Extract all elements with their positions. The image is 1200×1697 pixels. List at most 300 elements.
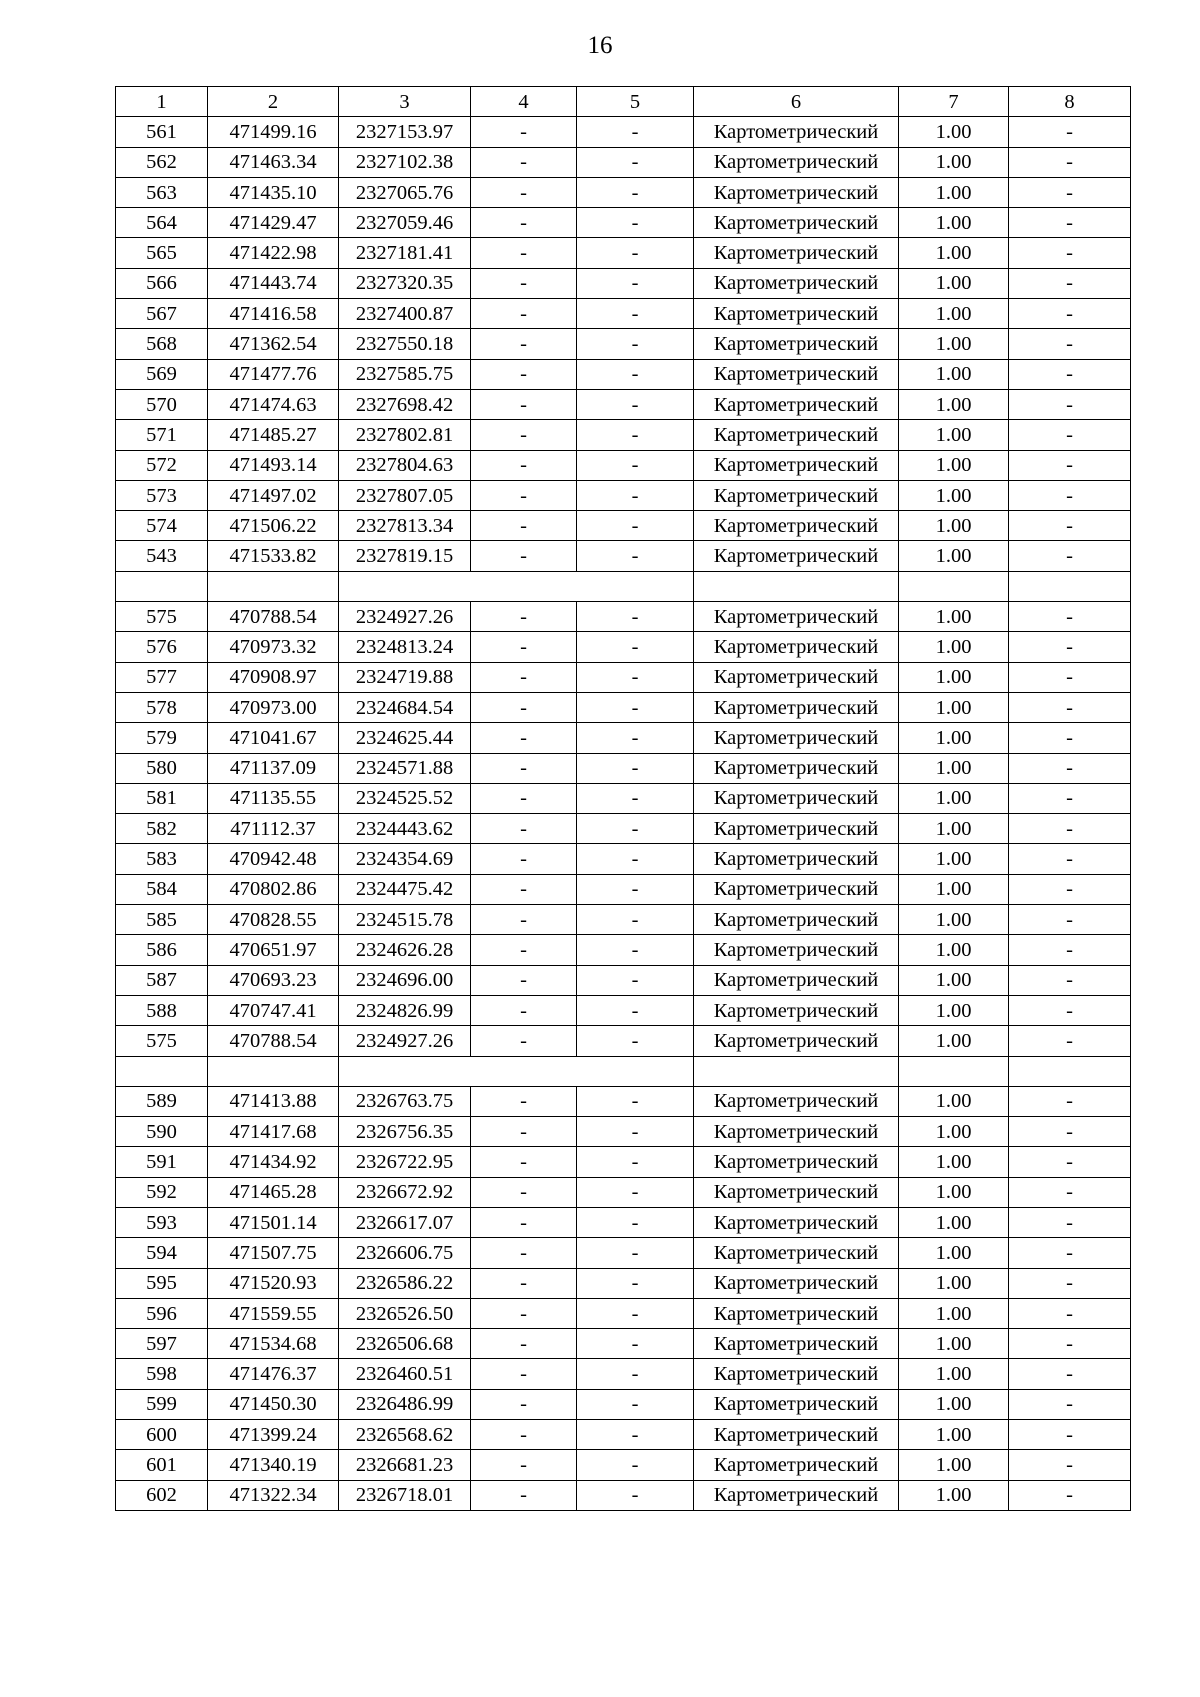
y-coordinate-cell: 2324625.44 [339, 723, 471, 753]
accuracy-cell: 1.00 [899, 1268, 1009, 1298]
column-5-cell: - [577, 1117, 694, 1147]
point-number-cell: 574 [116, 511, 208, 541]
point-number-cell: 601 [116, 1450, 208, 1480]
column-5-cell: - [577, 1268, 694, 1298]
x-coordinate-cell: 471465.28 [208, 1177, 339, 1207]
method-cell: Картометрический [694, 965, 899, 995]
point-number-cell: 598 [116, 1359, 208, 1389]
column-8-cell: - [1009, 844, 1131, 874]
method-cell: Картометрический [694, 1389, 899, 1419]
column-8-cell: - [1009, 1147, 1131, 1177]
point-number-cell: 600 [116, 1420, 208, 1450]
method-cell: Картометрический [694, 692, 899, 722]
column-8-cell: - [1009, 1268, 1131, 1298]
method-cell: Картометрический [694, 1238, 899, 1268]
y-coordinate-cell: 2326718.01 [339, 1480, 471, 1510]
table-row [116, 1329, 1131, 1359]
column-5-cell: - [577, 177, 694, 207]
column-8-cell: - [1009, 238, 1131, 268]
column-5-cell: - [577, 208, 694, 238]
column-4-cell: - [471, 1026, 577, 1056]
column-8-cell: - [1009, 1359, 1131, 1389]
column-8-cell: - [1009, 329, 1131, 359]
column-4-cell: - [471, 359, 577, 389]
y-coordinate-cell: 2326568.62 [339, 1420, 471, 1450]
column-4-cell: - [471, 1389, 577, 1419]
point-number-cell: 582 [116, 814, 208, 844]
y-coordinate-cell: 2326506.68 [339, 1329, 471, 1359]
column-4-cell: - [471, 1450, 577, 1480]
column-5-cell: - [577, 450, 694, 480]
table-row [116, 1298, 1131, 1328]
point-number-cell: 585 [116, 905, 208, 935]
method-cell: Картометрический [694, 874, 899, 904]
point-number-cell: 565 [116, 238, 208, 268]
y-coordinate-cell: 2327804.63 [339, 450, 471, 480]
point-number-cell: 576 [116, 632, 208, 662]
table-row [116, 692, 1131, 722]
column-5-cell: - [577, 1238, 694, 1268]
column-8-cell: - [1009, 692, 1131, 722]
column-5-cell: - [577, 1420, 694, 1450]
column-8-cell: - [1009, 783, 1131, 813]
column-5-cell: - [577, 117, 694, 147]
column-8-cell: - [1009, 1117, 1131, 1147]
column-8-cell: - [1009, 1177, 1131, 1207]
accuracy-cell: 1.00 [899, 511, 1009, 541]
column-8-cell: - [1009, 1389, 1131, 1419]
method-cell: Картометрический [694, 753, 899, 783]
empty-cell [208, 571, 339, 601]
method-cell: Картометрический [694, 1359, 899, 1389]
method-cell: Картометрический [694, 450, 899, 480]
x-coordinate-cell: 471533.82 [208, 541, 339, 571]
column-4-cell: - [471, 814, 577, 844]
point-number-cell: 571 [116, 420, 208, 450]
column-4-cell: - [471, 541, 577, 571]
method-cell: Картометрический [694, 268, 899, 298]
point-number-cell: 580 [116, 753, 208, 783]
method-cell: Картометрический [694, 723, 899, 753]
accuracy-cell: 1.00 [899, 268, 1009, 298]
x-coordinate-cell: 470802.86 [208, 874, 339, 904]
column-4-cell: - [471, 692, 577, 722]
point-number-cell: 578 [116, 692, 208, 722]
column-8-cell: - [1009, 420, 1131, 450]
column-8-cell: - [1009, 602, 1131, 632]
column-5-cell: - [577, 692, 694, 722]
column-5-cell: - [577, 783, 694, 813]
empty-cell [116, 1056, 208, 1086]
accuracy-cell: 1.00 [899, 359, 1009, 389]
x-coordinate-cell: 471399.24 [208, 1420, 339, 1450]
x-coordinate-cell: 471450.30 [208, 1389, 339, 1419]
x-coordinate-cell: 470693.23 [208, 965, 339, 995]
table-row [116, 723, 1131, 753]
x-coordinate-cell: 471507.75 [208, 1238, 339, 1268]
y-coordinate-cell: 2326722.95 [339, 1147, 471, 1177]
table-row [116, 177, 1131, 207]
header-cell-8: 8 [1009, 87, 1131, 117]
point-number-cell: 590 [116, 1117, 208, 1147]
column-4-cell: - [471, 662, 577, 692]
point-number-cell: 584 [116, 874, 208, 904]
empty-cell [899, 571, 1009, 601]
point-number-cell: 579 [116, 723, 208, 753]
column-5-cell: - [577, 1026, 694, 1056]
table-row [116, 329, 1131, 359]
accuracy-cell: 1.00 [899, 177, 1009, 207]
x-coordinate-cell: 471112.37 [208, 814, 339, 844]
method-cell: Картометрический [694, 783, 899, 813]
x-coordinate-cell: 471463.34 [208, 147, 339, 177]
table-row [116, 783, 1131, 813]
column-5-cell: - [577, 662, 694, 692]
table-row [116, 874, 1131, 904]
x-coordinate-cell: 470942.48 [208, 844, 339, 874]
column-8-cell: - [1009, 905, 1131, 935]
accuracy-cell: 1.00 [899, 1117, 1009, 1147]
y-coordinate-cell: 2324354.69 [339, 844, 471, 874]
x-coordinate-cell: 471477.76 [208, 359, 339, 389]
column-8-cell: - [1009, 299, 1131, 329]
column-4-cell: - [471, 905, 577, 935]
x-coordinate-cell: 471499.16 [208, 117, 339, 147]
column-4-cell: - [471, 1480, 577, 1510]
accuracy-cell: 1.00 [899, 1238, 1009, 1268]
table-row [116, 450, 1131, 480]
column-5-cell: - [577, 602, 694, 632]
accuracy-cell: 1.00 [899, 329, 1009, 359]
method-cell: Картометрический [694, 844, 899, 874]
table-row [116, 1207, 1131, 1237]
point-number-cell: 602 [116, 1480, 208, 1510]
y-coordinate-cell: 2326763.75 [339, 1086, 471, 1116]
x-coordinate-cell: 471501.14 [208, 1207, 339, 1237]
column-5-cell: - [577, 814, 694, 844]
y-coordinate-cell: 2327153.97 [339, 117, 471, 147]
point-number-cell: 594 [116, 1238, 208, 1268]
column-8-cell: - [1009, 965, 1131, 995]
y-coordinate-cell: 2327802.81 [339, 420, 471, 450]
header-cell-5: 5 [577, 87, 694, 117]
x-coordinate-cell: 471416.58 [208, 299, 339, 329]
column-8-cell: - [1009, 1450, 1131, 1480]
table-row [116, 299, 1131, 329]
x-coordinate-cell: 471429.47 [208, 208, 339, 238]
table-row [116, 662, 1131, 692]
method-cell: Картометрический [694, 1086, 899, 1116]
method-cell: Картометрический [694, 1329, 899, 1359]
y-coordinate-cell: 2324443.62 [339, 814, 471, 844]
column-4-cell: - [471, 995, 577, 1025]
column-8-cell: - [1009, 480, 1131, 510]
column-5-cell: - [577, 329, 694, 359]
column-8-cell: - [1009, 662, 1131, 692]
x-coordinate-cell: 470651.97 [208, 935, 339, 965]
accuracy-cell: 1.00 [899, 753, 1009, 783]
empty-cell [208, 1056, 339, 1086]
column-5-cell: - [577, 632, 694, 662]
method-cell: Картометрический [694, 117, 899, 147]
method-cell: Картометрический [694, 935, 899, 965]
column-8-cell: - [1009, 147, 1131, 177]
x-coordinate-cell: 471041.67 [208, 723, 339, 753]
column-4-cell: - [471, 1147, 577, 1177]
point-number-cell: 563 [116, 177, 208, 207]
column-4-cell: - [471, 299, 577, 329]
column-4-cell: - [471, 1298, 577, 1328]
column-5-cell: - [577, 753, 694, 783]
method-cell: Картометрический [694, 238, 899, 268]
y-coordinate-cell: 2327065.76 [339, 177, 471, 207]
x-coordinate-cell: 471476.37 [208, 1359, 339, 1389]
y-coordinate-cell: 2327181.41 [339, 238, 471, 268]
empty-cell [339, 571, 694, 601]
method-cell: Картометрический [694, 208, 899, 238]
point-number-cell: 596 [116, 1298, 208, 1328]
method-cell: Картометрический [694, 359, 899, 389]
table-row [116, 1359, 1131, 1389]
column-4-cell: - [471, 117, 577, 147]
accuracy-cell: 1.00 [899, 147, 1009, 177]
x-coordinate-cell: 471559.55 [208, 1298, 339, 1328]
point-number-cell: 561 [116, 117, 208, 147]
point-number-cell: 575 [116, 602, 208, 632]
y-coordinate-cell: 2324515.78 [339, 905, 471, 935]
point-number-cell: 592 [116, 1177, 208, 1207]
table-row [116, 905, 1131, 935]
x-coordinate-cell: 471362.54 [208, 329, 339, 359]
y-coordinate-cell: 2324813.24 [339, 632, 471, 662]
table-row [116, 1117, 1131, 1147]
column-4-cell: - [471, 965, 577, 995]
y-coordinate-cell: 2324475.42 [339, 874, 471, 904]
accuracy-cell: 1.00 [899, 965, 1009, 995]
column-5-cell: - [577, 723, 694, 753]
table-header-row [116, 87, 1131, 117]
table-row [116, 1480, 1131, 1510]
x-coordinate-cell: 471340.19 [208, 1450, 339, 1480]
x-coordinate-cell: 471135.55 [208, 783, 339, 813]
x-coordinate-cell: 471417.68 [208, 1117, 339, 1147]
column-5-cell: - [577, 1177, 694, 1207]
point-number-cell: 597 [116, 1329, 208, 1359]
method-cell: Картометрический [694, 1420, 899, 1450]
separator-row [116, 1056, 1131, 1086]
table-row [116, 965, 1131, 995]
accuracy-cell: 1.00 [899, 905, 1009, 935]
column-4-cell: - [471, 208, 577, 238]
column-5-cell: - [577, 238, 694, 268]
accuracy-cell: 1.00 [899, 1329, 1009, 1359]
method-cell: Картометрический [694, 1177, 899, 1207]
method-cell: Картометрический [694, 632, 899, 662]
method-cell: Картометрический [694, 329, 899, 359]
y-coordinate-cell: 2327102.38 [339, 147, 471, 177]
point-number-cell: 569 [116, 359, 208, 389]
table-row [116, 389, 1131, 419]
column-4-cell: - [471, 1238, 577, 1268]
method-cell: Картометрический [694, 147, 899, 177]
table-row [116, 935, 1131, 965]
column-4-cell: - [471, 874, 577, 904]
table-row [116, 1420, 1131, 1450]
column-4-cell: - [471, 1268, 577, 1298]
table-row [116, 420, 1131, 450]
column-5-cell: - [577, 905, 694, 935]
coordinates-table [115, 86, 1131, 1511]
table-row [116, 147, 1131, 177]
column-5-cell: - [577, 420, 694, 450]
column-8-cell: - [1009, 117, 1131, 147]
x-coordinate-cell: 471493.14 [208, 450, 339, 480]
header-cell-6: 6 [694, 87, 899, 117]
method-cell: Картометрический [694, 662, 899, 692]
accuracy-cell: 1.00 [899, 1450, 1009, 1480]
table-body [116, 117, 1131, 1511]
x-coordinate-cell: 471322.34 [208, 1480, 339, 1510]
column-5-cell: - [577, 1147, 694, 1177]
column-8-cell: - [1009, 177, 1131, 207]
column-5-cell: - [577, 541, 694, 571]
x-coordinate-cell: 470973.00 [208, 692, 339, 722]
accuracy-cell: 1.00 [899, 1207, 1009, 1237]
y-coordinate-cell: 2324826.99 [339, 995, 471, 1025]
column-5-cell: - [577, 1450, 694, 1480]
table-row [116, 844, 1131, 874]
table-row [116, 1450, 1131, 1480]
accuracy-cell: 1.00 [899, 632, 1009, 662]
x-coordinate-cell: 471497.02 [208, 480, 339, 510]
accuracy-cell: 1.00 [899, 1389, 1009, 1419]
column-4-cell: - [471, 1117, 577, 1147]
point-number-cell: 593 [116, 1207, 208, 1237]
accuracy-cell: 1.00 [899, 1177, 1009, 1207]
accuracy-cell: 1.00 [899, 299, 1009, 329]
column-8-cell: - [1009, 995, 1131, 1025]
column-4-cell: - [471, 450, 577, 480]
column-8-cell: - [1009, 874, 1131, 904]
table-row [116, 753, 1131, 783]
y-coordinate-cell: 2326617.07 [339, 1207, 471, 1237]
table-row [116, 268, 1131, 298]
empty-cell [116, 571, 208, 601]
column-4-cell: - [471, 1177, 577, 1207]
point-number-cell: 570 [116, 389, 208, 419]
accuracy-cell: 1.00 [899, 723, 1009, 753]
column-5-cell: - [577, 874, 694, 904]
point-number-cell: 586 [116, 935, 208, 965]
y-coordinate-cell: 2327819.15 [339, 541, 471, 571]
x-coordinate-cell: 470908.97 [208, 662, 339, 692]
method-cell: Картометрический [694, 602, 899, 632]
accuracy-cell: 1.00 [899, 541, 1009, 571]
column-4-cell: - [471, 632, 577, 662]
table-row [116, 1268, 1131, 1298]
y-coordinate-cell: 2326486.99 [339, 1389, 471, 1419]
y-coordinate-cell: 2324927.26 [339, 602, 471, 632]
accuracy-cell: 1.00 [899, 208, 1009, 238]
point-number-cell: 577 [116, 662, 208, 692]
column-5-cell: - [577, 147, 694, 177]
empty-cell [694, 1056, 899, 1086]
y-coordinate-cell: 2327400.87 [339, 299, 471, 329]
point-number-cell: 564 [116, 208, 208, 238]
column-8-cell: - [1009, 511, 1131, 541]
empty-cell [1009, 571, 1131, 601]
method-cell: Картометрический [694, 1147, 899, 1177]
accuracy-cell: 1.00 [899, 662, 1009, 692]
column-5-cell: - [577, 1207, 694, 1237]
x-coordinate-cell: 471137.09 [208, 753, 339, 783]
method-cell: Картометрический [694, 1117, 899, 1147]
accuracy-cell: 1.00 [899, 692, 1009, 722]
x-coordinate-cell: 471485.27 [208, 420, 339, 450]
x-coordinate-cell: 470788.54 [208, 1026, 339, 1056]
column-8-cell: - [1009, 389, 1131, 419]
accuracy-cell: 1.00 [899, 814, 1009, 844]
table-row [116, 1389, 1131, 1419]
column-8-cell: - [1009, 814, 1131, 844]
column-8-cell: - [1009, 1207, 1131, 1237]
y-coordinate-cell: 2324626.28 [339, 935, 471, 965]
y-coordinate-cell: 2326606.75 [339, 1238, 471, 1268]
y-coordinate-cell: 2324571.88 [339, 753, 471, 783]
accuracy-cell: 1.00 [899, 420, 1009, 450]
table-row [116, 1177, 1131, 1207]
y-coordinate-cell: 2327807.05 [339, 480, 471, 510]
accuracy-cell: 1.00 [899, 995, 1009, 1025]
accuracy-cell: 1.00 [899, 844, 1009, 874]
method-cell: Картометрический [694, 420, 899, 450]
column-4-cell: - [471, 723, 577, 753]
column-8-cell: - [1009, 1238, 1131, 1268]
y-coordinate-cell: 2326586.22 [339, 1268, 471, 1298]
empty-cell [694, 571, 899, 601]
method-cell: Картометрический [694, 1268, 899, 1298]
column-8-cell: - [1009, 1420, 1131, 1450]
column-4-cell: - [471, 1420, 577, 1450]
method-cell: Картометрический [694, 1450, 899, 1480]
point-number-cell: 583 [116, 844, 208, 874]
point-number-cell: 591 [116, 1147, 208, 1177]
column-4-cell: - [471, 783, 577, 813]
accuracy-cell: 1.00 [899, 1420, 1009, 1450]
column-5-cell: - [577, 389, 694, 419]
column-5-cell: - [577, 1086, 694, 1116]
y-coordinate-cell: 2324684.54 [339, 692, 471, 722]
page-number: 16 [587, 32, 613, 59]
column-8-cell: - [1009, 723, 1131, 753]
accuracy-cell: 1.00 [899, 602, 1009, 632]
column-5-cell: - [577, 965, 694, 995]
y-coordinate-cell: 2327813.34 [339, 511, 471, 541]
table-row [116, 1147, 1131, 1177]
table-row [116, 814, 1131, 844]
x-coordinate-cell: 471413.88 [208, 1086, 339, 1116]
column-4-cell: - [471, 935, 577, 965]
column-5-cell: - [577, 995, 694, 1025]
method-cell: Картометрический [694, 1298, 899, 1328]
x-coordinate-cell: 471434.92 [208, 1147, 339, 1177]
x-coordinate-cell: 470973.32 [208, 632, 339, 662]
table-row [116, 117, 1131, 147]
column-5-cell: - [577, 511, 694, 541]
table-row [116, 511, 1131, 541]
x-coordinate-cell: 471534.68 [208, 1329, 339, 1359]
column-4-cell: - [471, 844, 577, 874]
